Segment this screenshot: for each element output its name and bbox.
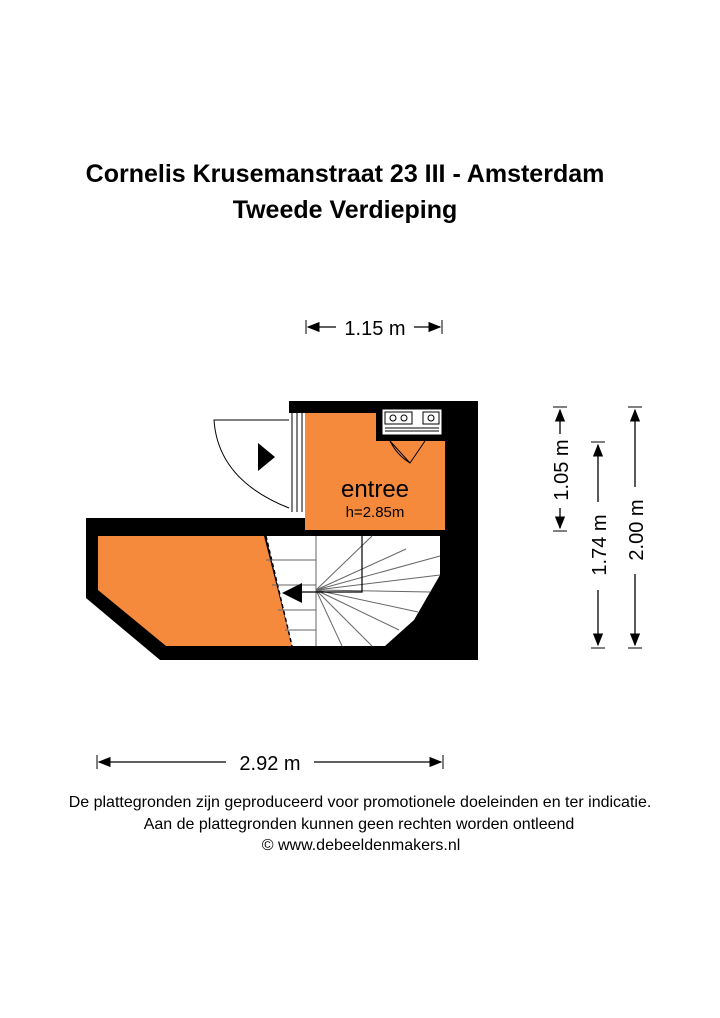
plan-title: Cornelis Krusemanstraat 23 III - Amsterdam	[85, 160, 605, 188]
dimension-right-middle	[589, 442, 611, 648]
dimension-right-inner-label: 1.05 m	[551, 439, 573, 501]
dimension-right-middle-label: 1.74 m	[589, 514, 611, 576]
dimension-right-outer-label: 2.00 m	[626, 499, 648, 561]
disclaimer-line-1: De plattegronden zijn geproduceerd voor promotionele doeleinden en ter indicatie.	[68, 794, 652, 811]
dimension-bottom	[97, 753, 443, 775]
room-label-entree: entree	[340, 476, 410, 503]
dimension-top-label: 1.15 m	[344, 318, 406, 340]
dimension-top	[306, 318, 442, 340]
disclaimer-line-2: Aan de plattegronden kunnen geen rechten worden ontleend	[143, 816, 575, 833]
room-height-entree: h=2.85m	[345, 504, 405, 521]
entry-arrow-icon	[258, 443, 275, 471]
dimension-right-inner	[551, 407, 573, 531]
dimension-bottom-label: 2.92 m	[239, 753, 301, 775]
copyright-link[interactable]: © www.debeeldenmakers.nl	[261, 837, 461, 854]
dimension-right-outer	[626, 407, 648, 648]
appliance-niche	[382, 409, 442, 435]
plan-subtitle: Tweede Verdieping	[232, 196, 458, 224]
